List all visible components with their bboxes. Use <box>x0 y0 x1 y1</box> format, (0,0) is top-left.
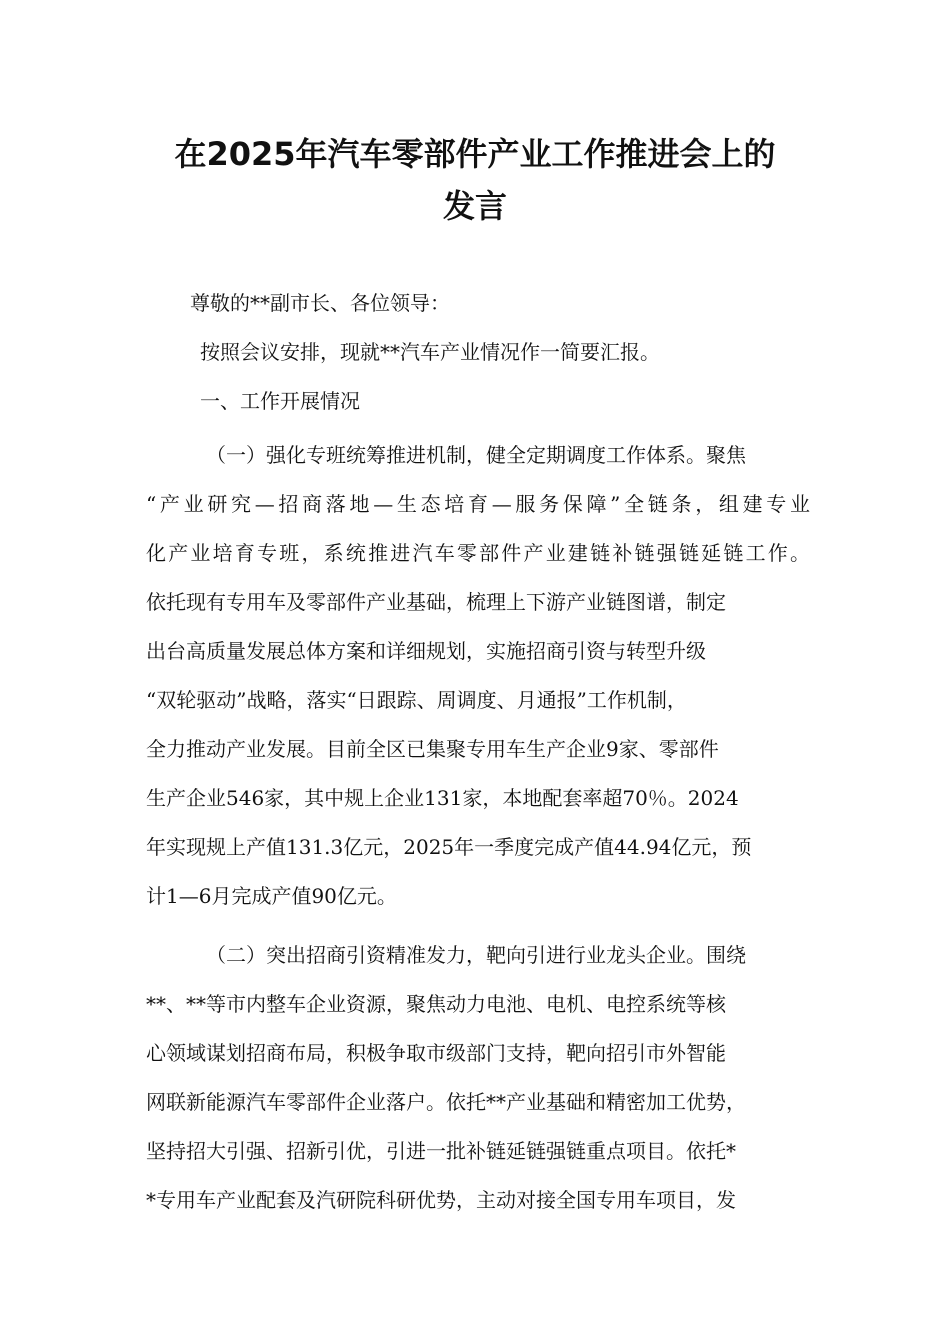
document-title-line-1: 在2025年汽车零部件产业工作推进会上的 <box>174 135 776 173</box>
paragraph-1-line: 出台高质量发展总体方案和详细规划，实施招商引资与转型升级 <box>146 639 706 663</box>
paragraph-2-line: **、**等市内整车企业资源，聚焦动力电池、电机、电控系统等核 <box>146 992 726 1016</box>
intro-paragraph: 按照会议安排，现就**汽车产业情况作一简要汇报。 <box>200 340 660 364</box>
section-heading: 一、工作开展情况 <box>200 389 360 413</box>
salutation: 尊敬的**副市长、各位领导： <box>190 291 450 315</box>
paragraph-1-line: 计1—6月完成产值90亿元。 <box>146 884 397 908</box>
paragraph-2-line: （二）突出招商引资精准发力，靶向引进行业龙头企业。围绕 <box>206 943 746 967</box>
paragraph-2-line: *专用车产业配套及汽研院科研优势，主动对接全国专用车项目，发 <box>146 1188 736 1212</box>
document-title-line-2: 发言 <box>442 187 507 225</box>
paragraph-2-line: 网联新能源汽车零部件企业落户。依托**产业基础和精密加工优势， <box>146 1090 746 1114</box>
paragraph-2-line: 心领域谋划招商布局，积极争取市级部门支持，靶向招引市外智能 <box>146 1041 726 1065</box>
paragraph-1-line: 依托现有专用车及零部件产业基础，梳理上下游产业链图谱，制定 <box>146 590 726 614</box>
paragraph-1-line: （一）强化专班统筹推进机制，健全定期调度工作体系。聚焦 <box>206 443 746 467</box>
paragraph-2-line: 坚持招大引强、招新引优，引进一批补链延链强链重点项目。依托* <box>146 1139 736 1163</box>
paragraph-1-line: 全力推动产业发展。目前全区已集聚专用车生产企业9家、零部件 <box>146 737 719 761</box>
paragraph-1-line: “双轮驱动”战略，落实“日跟踪、周调度、月通报”工作机制， <box>146 688 687 712</box>
paragraph-1-line: 生产企业546家，其中规上企业131家，本地配套率超70％。2024 <box>146 786 739 810</box>
paragraph-1-line: 化产业培育专班，系统推进汽车零部件产业建链补链强链延链工作。 <box>146 541 810 565</box>
paragraph-1-line: 年实现规上产值131.3亿元，2025年一季度完成产值44.94亿元，预 <box>146 835 752 859</box>
paragraph-1-line: “产业研究—招商落地—生态培育—服务保障”全链条，组建专业 <box>146 492 810 516</box>
